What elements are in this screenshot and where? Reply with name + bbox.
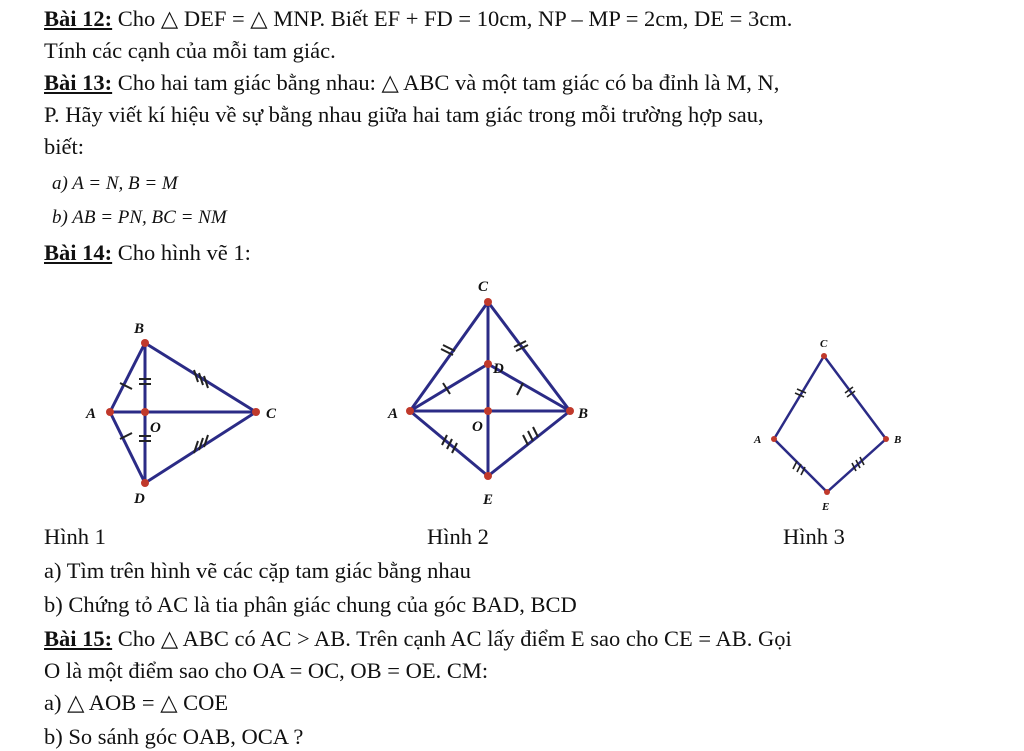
b15-question-a: a) △ AOB = △ COE [44, 690, 229, 715]
b13-line1 [44, 72, 779, 95]
b13-line3: biết: [44, 134, 84, 159]
fig2-label-o: O [472, 419, 483, 435]
fig2-label-d: D [493, 361, 504, 377]
b12-line2: Tính các cạnh của mỗi tam giác. [44, 38, 336, 63]
fig2-label-e: E [483, 492, 494, 508]
b13-title: Bài 13: [44, 70, 113, 95]
fig3-points [771, 353, 889, 495]
fig1-label-b: B [134, 321, 145, 337]
fig1-label-d: D [134, 491, 145, 507]
fig1-label-o: O [150, 420, 161, 436]
b14-line1 [44, 242, 251, 265]
figure-1 [80, 315, 300, 515]
fig2-label-a: A [388, 406, 399, 422]
fig3-lines [774, 356, 886, 492]
fig1-label-c: C [266, 406, 277, 422]
b13-line2: P. Hãy viết kí hiệu về sự bằng nhau giữa hai tam giác trong mỗi trường hợp sau, [44, 102, 764, 127]
caption-hinh-2: Hình 2 [427, 524, 489, 549]
fig3-tick-marks [793, 387, 864, 475]
b14-question-a: a) Tìm trên hình vẽ các cặp tam giác bằng nhau [44, 558, 471, 583]
b15-question-b: b) So sánh góc OAB, OCA ? [44, 724, 304, 749]
fig2-lines [410, 302, 570, 476]
b15-line1 [44, 628, 792, 651]
b13-text1: Cho hai tam giác bằng nhau: △ ABC và một tam giác có ba đỉnh là M, N, [112, 70, 780, 95]
figure-3 [750, 335, 910, 520]
b13-case-a: a) A = N, B = M [52, 173, 178, 194]
figure-2 [380, 275, 610, 515]
b15-text1: Cho △ ABC có AC > AB. Trên cạnh AC lấy điểm E sao cho CE = AB. Gọi [112, 626, 792, 651]
fig2-label-c: C [478, 279, 489, 295]
b12-text1: Cho △ DEF = △ MNP. Biết EF + FD = 10cm, NP – MP = 2cm, DE = 3cm. [112, 6, 793, 31]
b14-text1: Cho hình vẽ 1: [112, 240, 251, 265]
b12-title: Bài 12: [44, 6, 113, 31]
fig2-points [406, 298, 574, 480]
caption-hinh-1: Hình 1 [44, 524, 106, 549]
fig1-label-a: A [86, 406, 97, 422]
b13-case-b: b) AB = PN, BC = NM [52, 207, 227, 228]
b15-title: Bài 15: [44, 626, 113, 651]
fig3-label-b: B [894, 434, 902, 446]
fig1-lines [110, 343, 256, 483]
caption-hinh-3: Hình 3 [783, 524, 845, 549]
b15-line2: O là một điểm sao cho OA = OC, OB = OE. CM: [44, 658, 489, 683]
b14-title: Bài 14: [44, 240, 113, 265]
fig3-label-e: E [822, 501, 830, 513]
fig2-label-b: B [578, 406, 589, 422]
b14-question-b: b) Chứng tỏ AC là tia phân giác chung của góc BAD, BCD [44, 592, 577, 617]
b12-line1 [44, 8, 792, 31]
fig3-label-a: A [754, 434, 762, 446]
fig3-label-c: C [820, 338, 828, 350]
